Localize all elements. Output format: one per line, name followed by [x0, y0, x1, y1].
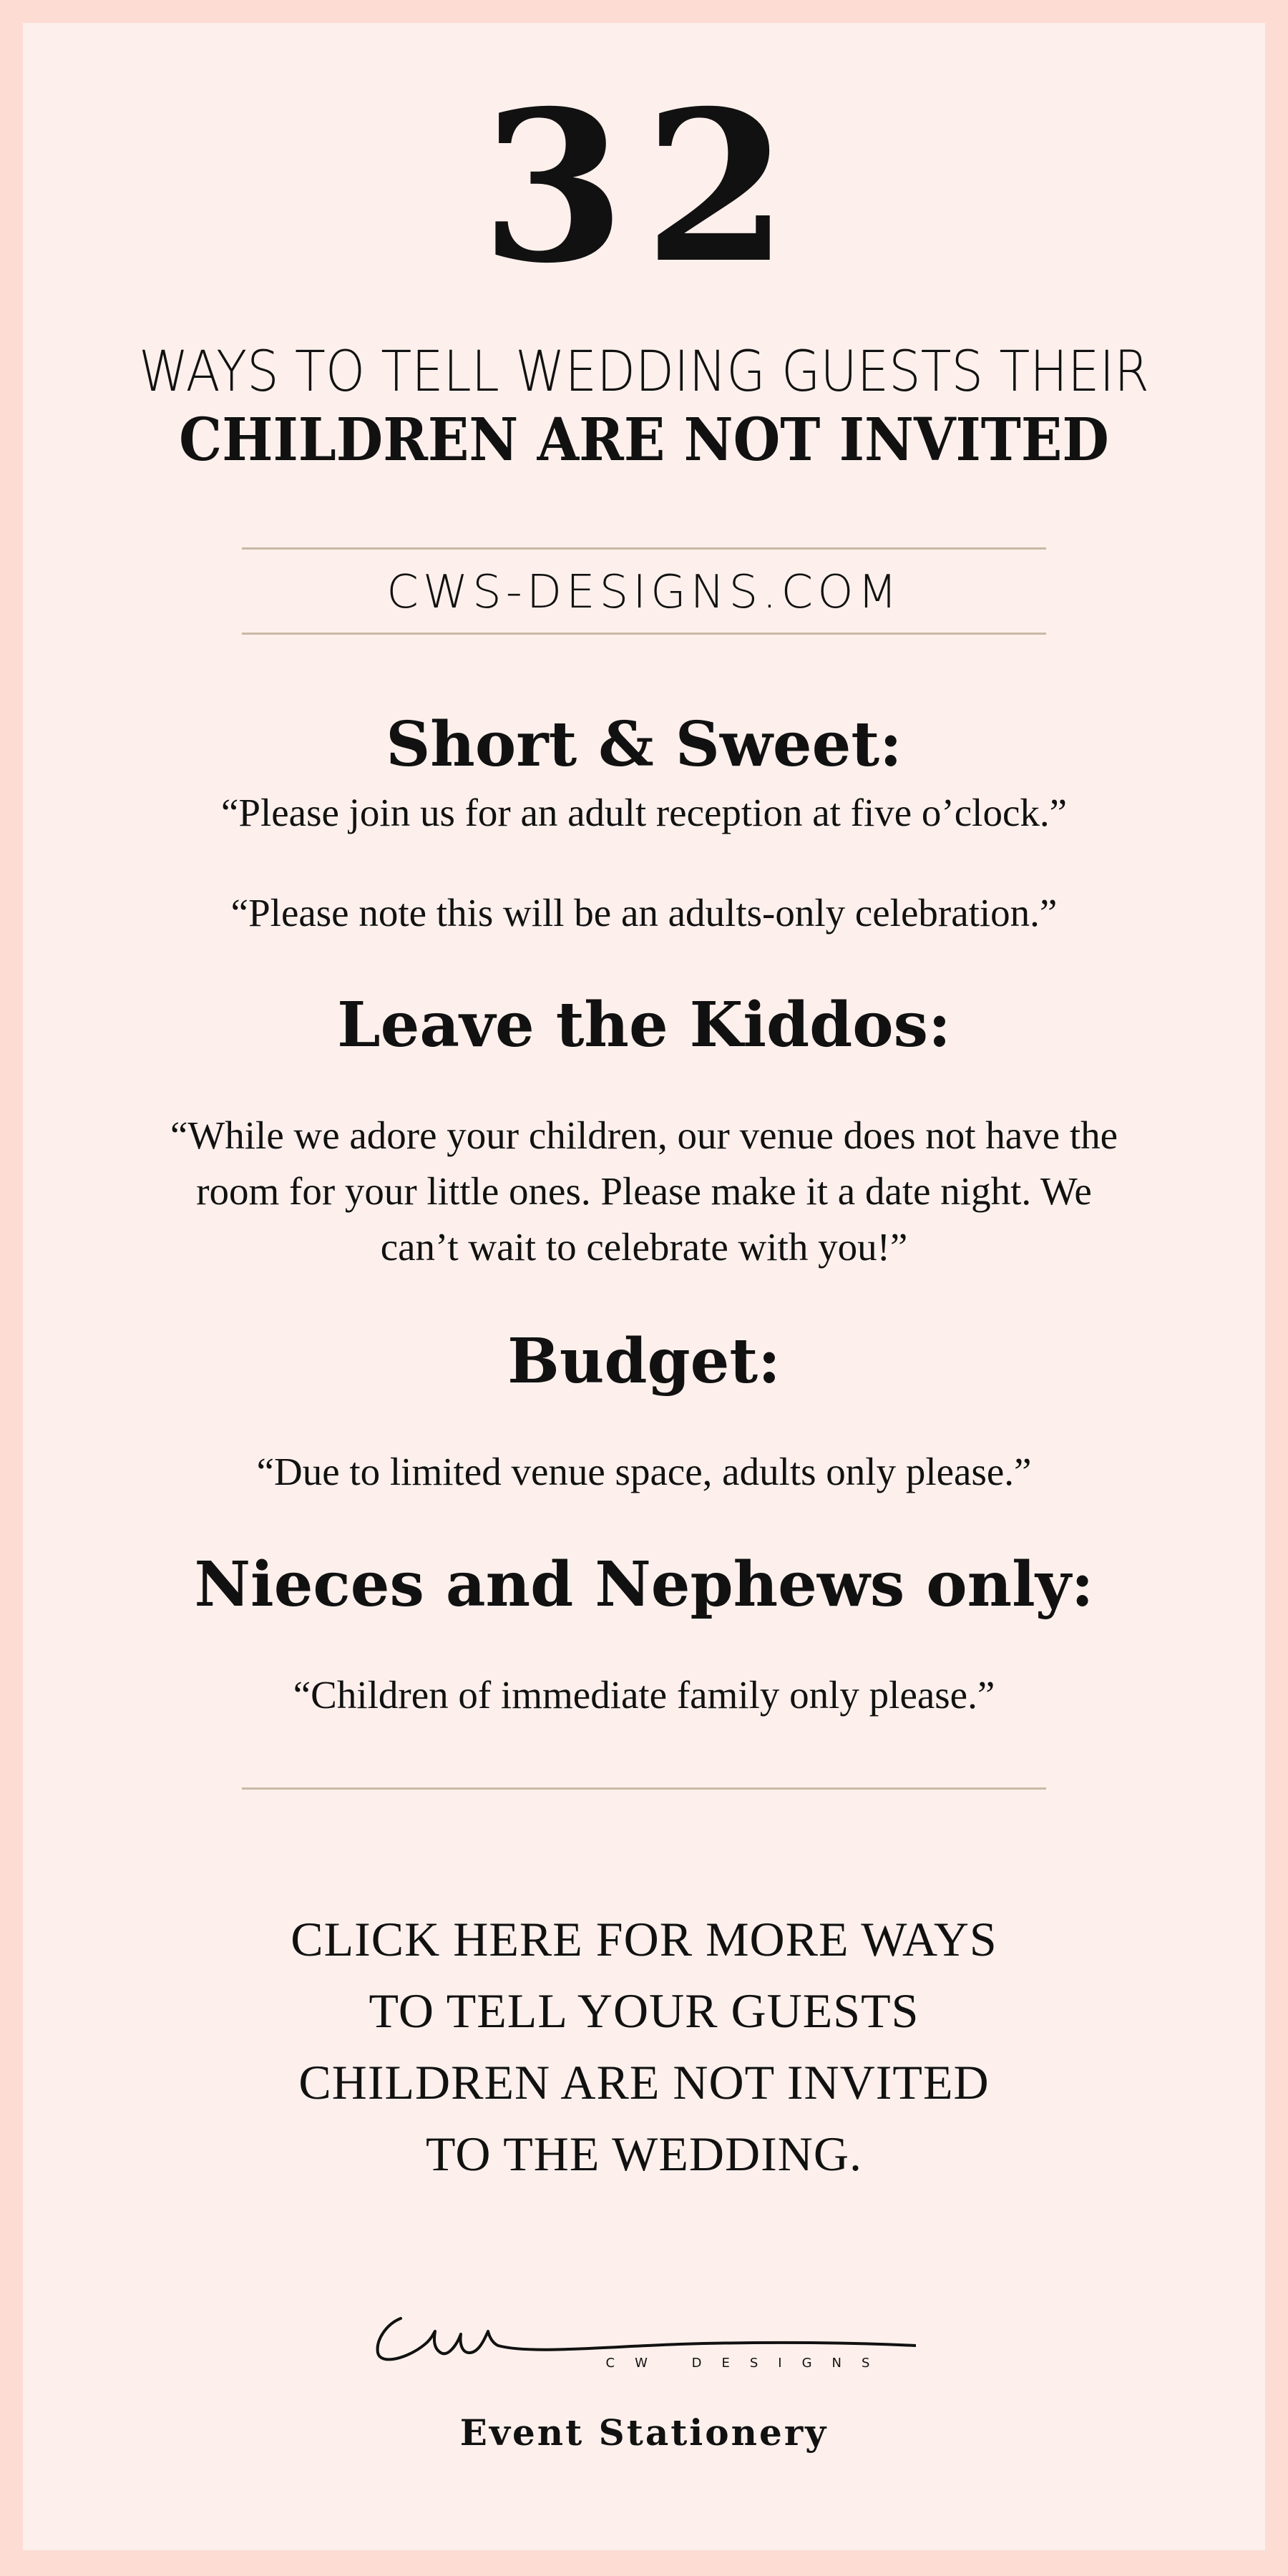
section-title-leave-kiddos: Leave the Kiddos: [337, 989, 951, 1061]
quote-text: “Due to limited venue space, adults only please.” [256, 1450, 1032, 1493]
section-title-nieces-nephews: Nieces and Nephews only: [194, 1548, 1094, 1621]
cta-line[interactable]: CHILDREN ARE NOT INVITED [298, 2055, 990, 2109]
divider-bottom [242, 1787, 1046, 1790]
quote-text: “While we adore your children, our venue does not have the [170, 1113, 1118, 1157]
quote-text: “Please note this will be an adults-only celebration.” [230, 891, 1058, 935]
cta-line[interactable]: TO TELL YOUR GUESTS [369, 1984, 919, 2038]
quote-text: can’t wait to celebrate with you!” [380, 1225, 908, 1269]
big-number-32: 32 [481, 66, 807, 309]
quote-text: “Please join us for an adult reception at five o’clock.” [220, 791, 1068, 834]
divider-top [242, 547, 1046, 550]
footer-tagline: Event Stationery [459, 2411, 829, 2454]
headline-line-2: CHILDREN ARE NOT INVITED [179, 406, 1109, 474]
site-link[interactable]: CWS-DESIGNS.COM [386, 566, 902, 619]
cta-line[interactable]: TO THE WEDDING. [426, 2127, 862, 2181]
section-title-budget: Budget: [507, 1325, 781, 1397]
cta-line[interactable]: CLICK HERE FOR MORE WAYS [291, 1912, 997, 1966]
quote-text: “Children of immediate family only please.” [293, 1673, 995, 1717]
logo-wordmark: CW DESIGNS [605, 2356, 890, 2371]
headline-line-1: WAYS TO TELL WEDDING GUESTS THEIR [139, 340, 1149, 404]
quote-text: room for your little ones. Please make it a date night. We [196, 1169, 1092, 1213]
section-title-short-sweet: Short & Sweet: [386, 708, 902, 781]
divider-site [242, 633, 1046, 635]
